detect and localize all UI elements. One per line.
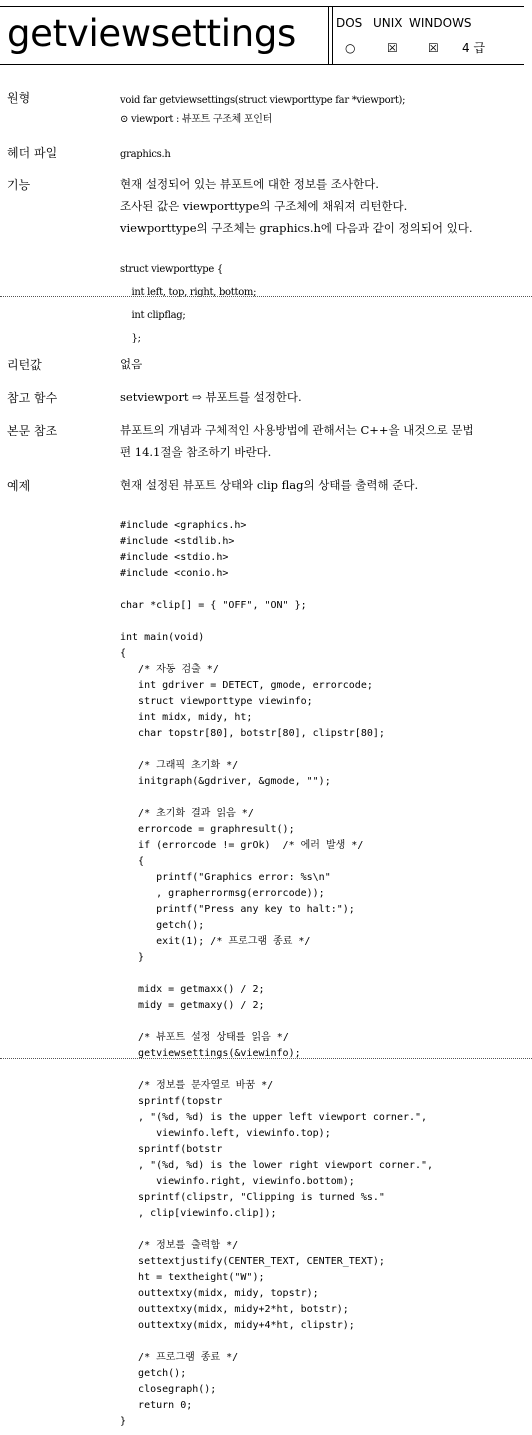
code-line: , "(%d, %d) is the lower right viewport corner.", xyxy=(120,1160,434,1171)
code-line: outtextxy(midx, midy+4*ht, clipstr); xyxy=(120,1320,355,1331)
code-line: { xyxy=(120,856,145,867)
function-label: 기능 xyxy=(7,178,31,192)
code-line: sprintf(topstr xyxy=(120,1096,223,1107)
code-line: return 0; xyxy=(120,1400,193,1411)
code-line: outtextxy(midx, midy, topstr); xyxy=(120,1288,319,1299)
platform-unix-label: UNIX xyxy=(373,16,403,30)
code-line xyxy=(120,1014,433,1030)
return-value-label: 리턴값 xyxy=(7,358,42,372)
code-line: /* 정보를 출력함 */ xyxy=(120,1240,239,1251)
code-line: viewinfo.right, viewinfo.bottom); xyxy=(120,1176,355,1187)
code-line: /* 초기화 결과 읽음 */ xyxy=(120,808,254,819)
example-description: 현재 설정된 뷰포트 상태와 clip flag의 상태를 출력해 준다. xyxy=(120,478,419,492)
prototype-label: 원형 xyxy=(7,91,31,105)
code-line: /* 정보를 문자열로 바꿈 */ xyxy=(120,1080,274,1091)
struct-line: int clipflag; xyxy=(120,310,186,321)
header-bottom-rule xyxy=(0,64,524,65)
code-line: sprintf(clipstr, "Clipping is turned %s." xyxy=(120,1192,385,1203)
code-line xyxy=(120,966,433,982)
page-title: getviewsettings xyxy=(7,12,297,55)
header-file-label: 헤더 파일 xyxy=(7,146,58,160)
reference-line-2: 편 14.1절을 참조하기 바란다. xyxy=(120,445,272,459)
grade-label: 4 급 xyxy=(462,41,486,55)
dos-supported-mark: ○ xyxy=(345,41,356,55)
code-line: int midx, midy, ht; xyxy=(120,712,253,723)
code-line: closegraph(); xyxy=(120,1384,217,1395)
code-line: #include <graphics.h> xyxy=(120,520,247,531)
function-line-2: 조사된 값은 viewporttype의 구조체에 채워져 리턴한다. xyxy=(120,199,408,213)
code-line: { xyxy=(120,648,127,659)
code-line: getch(); xyxy=(120,920,205,931)
code-line: errorcode = graphresult(); xyxy=(120,824,295,835)
struct-line: }; xyxy=(120,333,141,344)
platform-dos-label: DOS xyxy=(336,16,363,30)
code-line: outtextxy(midx, midy+2*ht, botstr); xyxy=(120,1304,349,1315)
code-line xyxy=(120,1062,433,1078)
struct-line: int left, top, right, bottom; xyxy=(120,287,257,298)
code-line: #include <conio.h> xyxy=(120,568,229,579)
code-line: /* 그래픽 초기화 */ xyxy=(120,760,239,771)
header-top-rule xyxy=(0,6,524,7)
code-line xyxy=(120,1222,433,1238)
struct-definition xyxy=(120,258,256,350)
code-line: /* 뷰포트 설정 상태를 읽음 */ xyxy=(120,1032,289,1043)
page-break-divider-2 xyxy=(0,1058,532,1059)
code-line: } xyxy=(120,952,145,963)
code-line: #include <stdlib.h> xyxy=(120,536,235,547)
example-label: 예제 xyxy=(7,479,31,493)
code-line: , "(%d, %d) is the upper left viewport corner.", xyxy=(120,1112,428,1123)
code-line: ht = textheight("W"); xyxy=(120,1272,265,1283)
code-listing xyxy=(120,518,433,1430)
code-line: /* 프로그램 종료 */ xyxy=(120,1352,239,1363)
code-line: getch(); xyxy=(120,1368,187,1379)
code-line: , clip[viewinfo.clip]); xyxy=(120,1208,277,1219)
header-file-value: graphics.h xyxy=(120,149,171,160)
return-value: 없음 xyxy=(120,357,143,371)
page-break-divider xyxy=(0,296,532,297)
code-line: #include <stdio.h> xyxy=(120,552,229,563)
code-line: initgraph(&gdriver, &gmode, ""); xyxy=(120,776,331,787)
windows-unsupported-mark: ☒ xyxy=(428,41,439,55)
code-line: /* 자동 검출 */ xyxy=(120,664,219,675)
header-divider xyxy=(328,6,329,64)
code-line xyxy=(120,614,433,630)
see-also-label: 참고 함수 xyxy=(7,391,58,405)
code-line: char *clip[] = { "OFF", "ON" }; xyxy=(120,600,307,611)
code-line xyxy=(120,1334,433,1350)
code-line: settextjustify(CENTER_TEXT, CENTER_TEXT); xyxy=(120,1256,385,1267)
code-line: , grapherrormsg(errorcode)); xyxy=(120,888,325,899)
code-line xyxy=(120,582,433,598)
code-line: printf("Graphics error: %s\n" xyxy=(120,872,331,883)
code-line: exit(1); /* 프로그램 종료 */ xyxy=(120,936,311,947)
function-line-3: viewporttype의 구조체는 graphics.h에 다음과 같이 정의되어 있다. xyxy=(120,221,473,235)
code-line: struct viewporttype viewinfo; xyxy=(120,696,313,707)
reference-label: 본문 참조 xyxy=(7,424,58,438)
code-line: midy = getmaxy() / 2; xyxy=(120,1000,265,1011)
code-line: } xyxy=(120,1416,127,1427)
function-line-1: 현재 설정되어 있는 뷰포트에 대한 정보를 조사한다. xyxy=(120,177,379,191)
see-also-value: setviewport ⇨ 뷰포트를 설정한다. xyxy=(120,390,302,404)
platform-marks xyxy=(336,40,526,58)
code-line: getviewsettings(&viewinfo); xyxy=(120,1048,301,1059)
code-line xyxy=(120,790,433,806)
header-divider-inner xyxy=(332,6,333,64)
code-line: viewinfo.left, viewinfo.top); xyxy=(120,1128,331,1139)
reference-line-1: 뷰포트의 개념과 구체적인 사용방법에 관해서는 C++을 내것으로 문법 xyxy=(120,423,474,437)
prototype-param: ⊙ viewport : 뷰포트 구조체 포인터 xyxy=(120,114,272,125)
code-line: printf("Press any key to halt:"); xyxy=(120,904,355,915)
prototype-signature: void far getviewsettings(struct viewporttype far *viewport); xyxy=(120,95,406,106)
code-line: midx = getmaxx() / 2; xyxy=(120,984,265,995)
code-line: if (errorcode != grOk) /* 에러 발생 */ xyxy=(120,840,364,851)
unix-unsupported-mark: ☒ xyxy=(387,41,398,55)
page-header xyxy=(0,0,532,66)
platform-windows-label: WINDOWS xyxy=(409,16,472,30)
code-line: int main(void) xyxy=(120,632,205,643)
code-line xyxy=(120,742,433,758)
code-line: sprintf(botstr xyxy=(120,1144,223,1155)
struct-line: struct viewporttype { xyxy=(120,264,223,275)
code-line: char topstr[80], botstr[80], clipstr[80]; xyxy=(120,728,385,739)
code-line: int gdriver = DETECT, gmode, errorcode; xyxy=(120,680,373,691)
